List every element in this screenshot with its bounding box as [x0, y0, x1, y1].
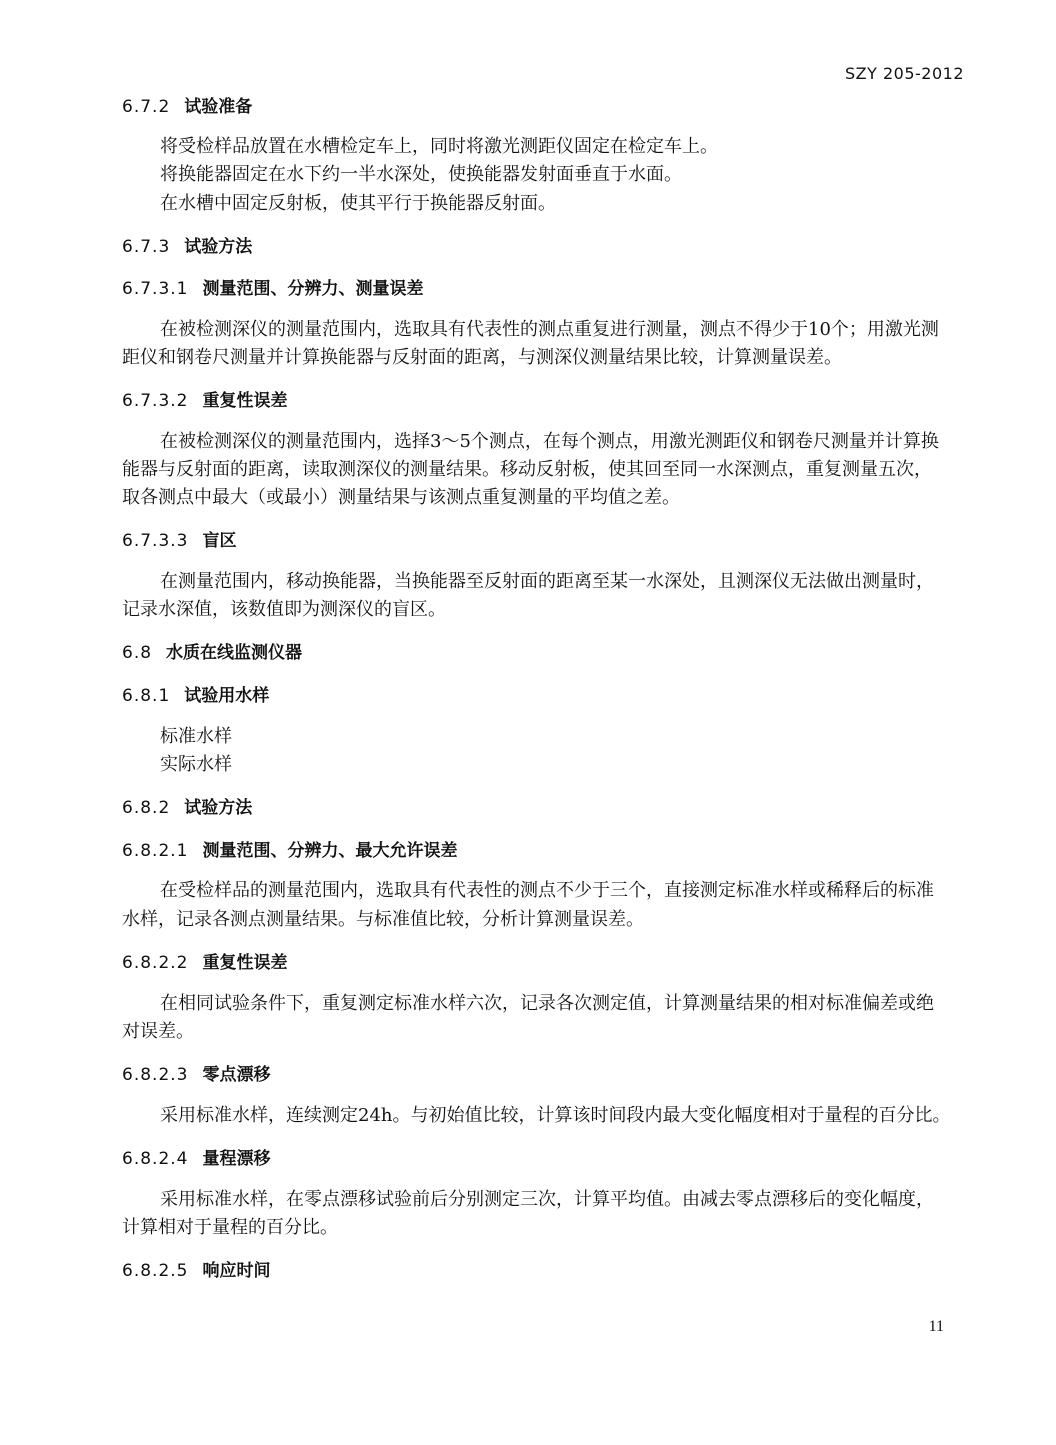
- heading-number: 6.7.3: [122, 237, 171, 257]
- heading-6-8-2-5: [122, 1256, 270, 1281]
- heading-6-7-3-3: [122, 526, 236, 551]
- heading-number: 6.8.2.1: [122, 841, 189, 861]
- heading-number: 6.7.2: [122, 97, 171, 117]
- paragraph-line: 在被检测深仪的测量范围内，选择3～5个测点，在每个测点，用激光测距仪和钢卷尺测量并计算换: [160, 431, 939, 452]
- heading-number: 6.8.1: [122, 686, 171, 706]
- heading-6-8-2: [122, 793, 252, 818]
- paragraph-line: 在受检样品的测量范围内，选取具有代表性的测点不少于三个，直接测定标准水样或稀释后的标准: [160, 880, 934, 901]
- paragraph-line: 计算相对于量程的百分比。: [122, 1217, 338, 1238]
- paragraph-line: 在相同试验条件下，重复测定标准水样六次，记录各次测定值，计算测量结果的相对标准偏差或绝: [160, 993, 934, 1014]
- heading-title: 响应时间: [202, 1261, 271, 1281]
- heading-title: 重复性误差: [202, 391, 288, 411]
- heading-title: 测量范围、分辨力、最大允许误差: [202, 841, 458, 861]
- heading-6-8-2-4: [122, 1144, 270, 1169]
- paragraph-line: 取各测点中最大（或最小）测量结果与该测点重复测量的平均值之差。: [122, 487, 680, 508]
- heading-title: 零点漂移: [202, 1065, 271, 1085]
- heading-title: 试验用水样: [184, 686, 270, 706]
- heading-title: 试验方法: [184, 237, 253, 257]
- heading-6-8-2-2: [122, 948, 287, 973]
- paragraph-line: 距仪和钢卷尺测量并计算换能器与反射面的距离，与测深仪测量结果比较，计算测量误差。: [122, 347, 842, 368]
- heading-title: 盲区: [202, 531, 237, 551]
- paragraph-line: 水样，记录各测点测量结果。与标准值比较，分析计算测量误差。: [122, 909, 644, 930]
- heading-6-8: [122, 638, 302, 663]
- list-item: 标准水样: [160, 726, 232, 747]
- heading-number: 6.8.2: [122, 798, 171, 818]
- paragraph-line: 记录水深值，该数值即为测深仪的盲区。: [122, 599, 446, 620]
- paragraph-line: 在测量范围内，移动换能器，当换能器至反射面的距离至某一水深处，且测深仪无法做出测量时，: [160, 571, 934, 592]
- heading-number: 6.8: [122, 643, 153, 663]
- heading-number: 6.7.3.3: [122, 531, 189, 551]
- heading-6-7-3-1: [122, 274, 423, 299]
- heading-title: 测量范围、分辨力、测量误差: [202, 279, 424, 299]
- heading-number: 6.8.2.4: [122, 1149, 189, 1169]
- heading-title: 试验方法: [184, 798, 253, 818]
- paragraph-line: 将换能器固定在水下约一半水深处，使换能器发射面垂直于水面。: [160, 164, 682, 185]
- heading-6-7-2: [122, 92, 252, 117]
- paragraph-line: 采用标准水样，在零点漂移试验前后分别测定三次，计算平均值。由减去零点漂移后的变化幅度，: [160, 1189, 934, 1210]
- paragraph-line: 能器与反射面的距离，读取测深仪的测量结果。移动反射板，使其回至同一水深测点，重复测量五次，: [122, 459, 932, 480]
- heading-6-8-2-3: [122, 1060, 270, 1085]
- list-item: 实际水样: [160, 754, 232, 775]
- heading-number: 6.8.2.2: [122, 953, 189, 973]
- paragraph-line: 在被检测深仪的测量范围内，选取具有代表性的测点重复进行测量，测点不得少于10个；用激光测: [160, 319, 939, 340]
- paragraph-line: 将受检样品放置在水槽检定车上，同时将激光测距仪固定在检定车上。: [160, 136, 718, 157]
- heading-title: 试验准备: [184, 97, 253, 117]
- paragraph-line: 采用标准水样，连续测定24h。与初始值比较，计算该时间段内最大变化幅度相对于量程的百分比。: [160, 1105, 951, 1126]
- standard-code: SZY 205-2012: [844, 64, 964, 83]
- heading-title: 水质在线监测仪器: [166, 643, 303, 663]
- heading-6-7-3-2: [122, 386, 287, 411]
- page-number: 11: [928, 1318, 944, 1335]
- heading-6-8-2-1: [122, 836, 457, 861]
- heading-6-7-3: [122, 232, 252, 257]
- heading-title: 重复性误差: [202, 953, 288, 973]
- heading-number: 6.8.2.3: [122, 1065, 189, 1085]
- paragraph-line: 对误差。: [122, 1021, 194, 1042]
- paragraph-line: 在水槽中固定反射板，使其平行于换能器反射面。: [160, 193, 556, 214]
- heading-number: 6.7.3.1: [122, 279, 189, 299]
- heading-number: 6.8.2.5: [122, 1261, 189, 1281]
- heading-title: 量程漂移: [202, 1149, 271, 1169]
- heading-6-8-1: [122, 681, 269, 706]
- heading-number: 6.7.3.2: [122, 391, 189, 411]
